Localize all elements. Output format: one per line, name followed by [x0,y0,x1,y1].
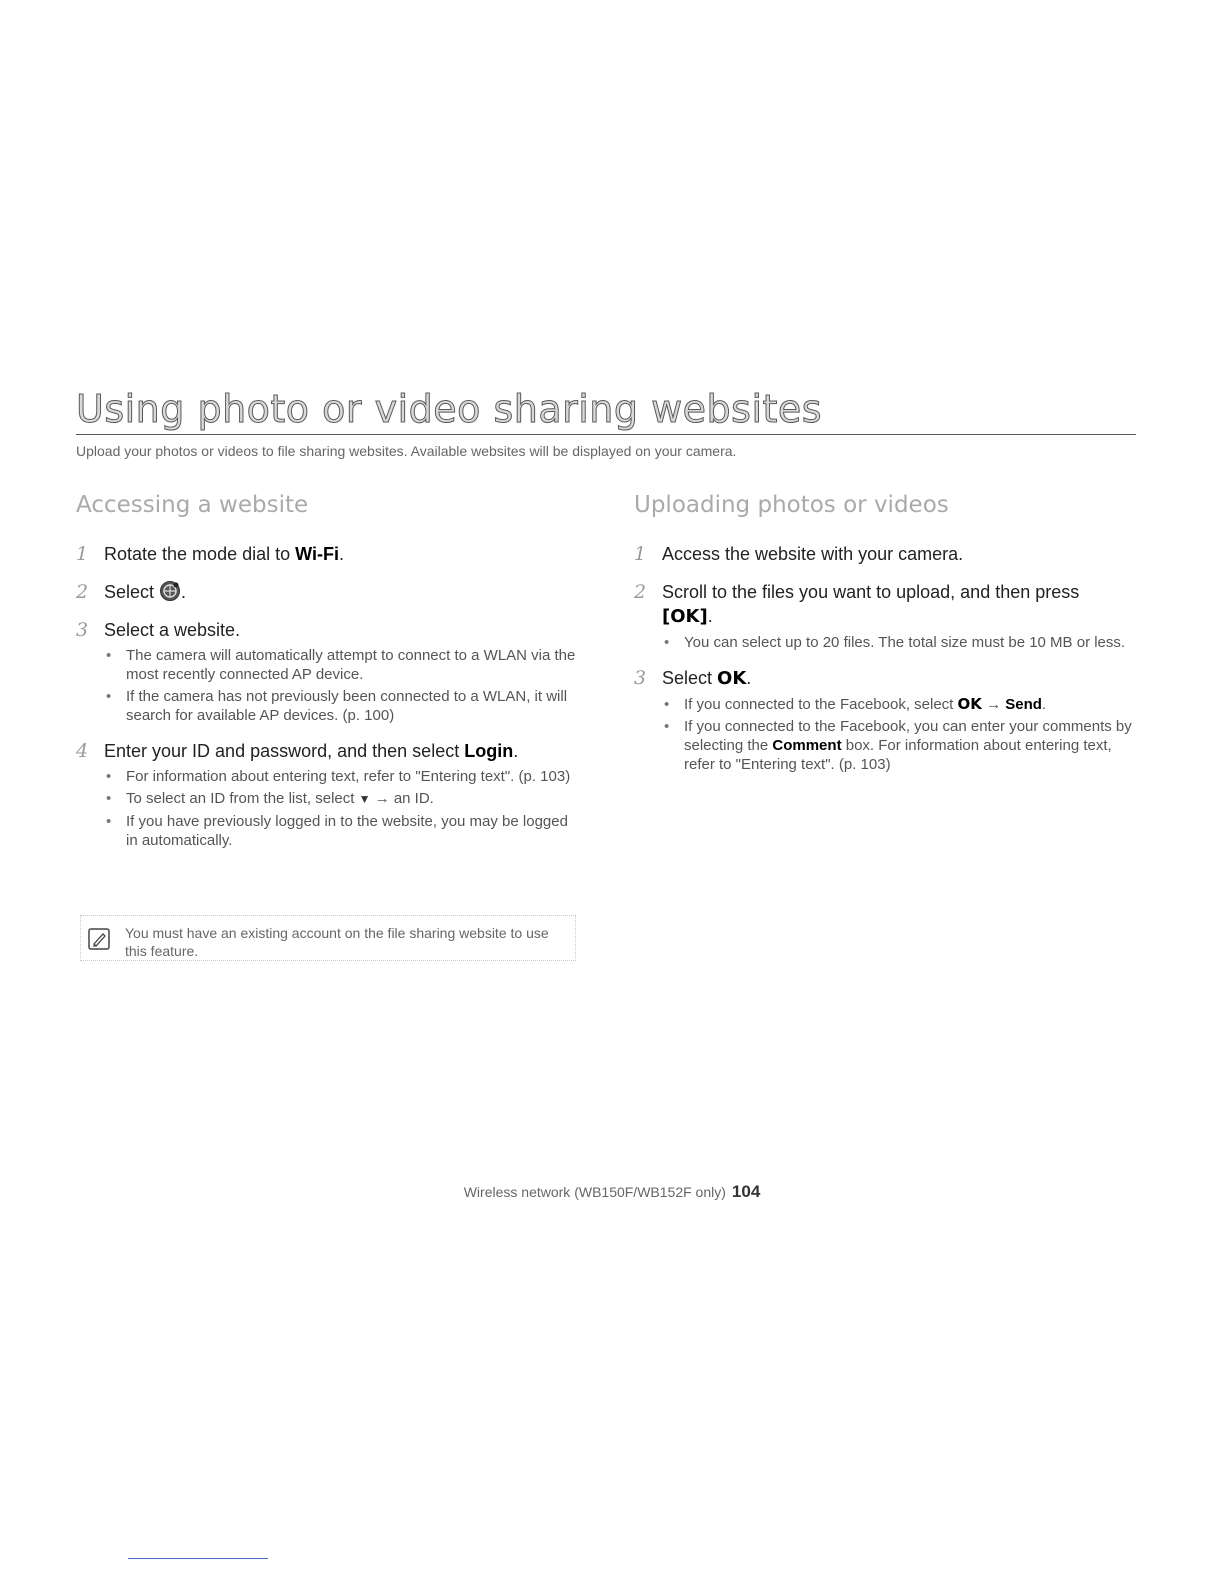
step-number: 3 [76,619,89,641]
step-number: 2 [634,581,647,603]
note-box [80,915,576,961]
step-number: 1 [634,543,647,565]
uploading-section [634,490,1134,788]
login-label: Login [464,741,514,761]
section-heading: Accessing a website [76,492,309,518]
step-number: 3 [634,667,647,689]
bullet-list [662,633,1134,652]
wifi-mode-label: Wi-Fi [295,544,339,564]
arrow-icon: → [986,696,1002,713]
list-item: • For information about entering text, refer to "Entering text". (p. 103) [126,767,576,786]
step-item [634,666,1134,774]
bottom-rule [128,1558,268,1559]
title-divider [76,434,1136,435]
step-text: Select a website. [104,620,241,640]
arrow-icon: → [374,790,390,807]
step-item [76,542,576,566]
list-item: • If you connected to the Facebook, select OK → Send. [684,695,1134,714]
step-number: 2 [76,581,89,603]
bullet-list [104,767,576,850]
step-item [76,618,576,725]
send-label: Send [1005,696,1042,713]
ok-key-label: [OK] [662,606,708,627]
dropdown-triangle-icon: ▼ [358,792,371,806]
list-item: • You can select up to 20 files. The total size must be 10 MB or less. [684,633,1134,652]
page-number: 104 [731,1182,761,1201]
step-text: Select . [104,582,187,602]
list-item: • If the camera has not previously been connected to a WLAN, it will search for available AP devices. (p. 100) [126,687,576,725]
sharing-website-icon [159,580,181,602]
step-number: 4 [76,740,89,762]
step-text: Scroll to the files you want to upload, and then press [OK]. [662,582,1080,627]
step-number: 1 [76,543,89,565]
note-pencil-icon [88,928,110,950]
bullet-list [662,695,1134,774]
step-item [76,580,576,604]
step-text: Rotate the mode dial to Wi-Fi. [104,544,344,564]
footer-section: Wireless network (WB150F/WB152F only) [463,1184,726,1200]
ok-key-label: OK [957,695,982,713]
page-title: Using photo or video sharing websites [76,387,823,431]
step-text: Enter your ID and password, and then select Login. [104,741,519,761]
ok-key-label: OK [717,668,747,689]
step-item [634,542,1134,566]
list-item: • To select an ID from the list, select ▼ → an ID. [126,789,576,809]
step-item [634,580,1134,652]
page-subtitle: Upload your photos or videos to file sharing websites. Available websites will be displayed on your camera. [76,443,737,459]
note-text: You must have an existing account on the file sharing website to use this feature. [125,925,549,959]
list-item: • If you have previously logged in to the website, you may be logged in automatically. [126,812,576,850]
section-heading: Uploading photos or videos [634,492,949,518]
list-item: • The camera will automatically attempt to connect to a WLAN via the most recently connected AP device. [126,646,576,684]
list-item: • If you connected to the Facebook, you can enter your comments by selecting the Comment box. For information about entering text, refer to "Entering text". (p. 103) [684,717,1134,774]
comment-label: Comment [772,737,842,754]
page-footer [0,1182,1224,1202]
step-text: Access the website with your camera. [662,544,964,564]
step-text: Select OK. [662,668,752,689]
step-item [76,739,576,850]
bullet-list [104,646,576,725]
accessing-website-section [76,490,576,864]
